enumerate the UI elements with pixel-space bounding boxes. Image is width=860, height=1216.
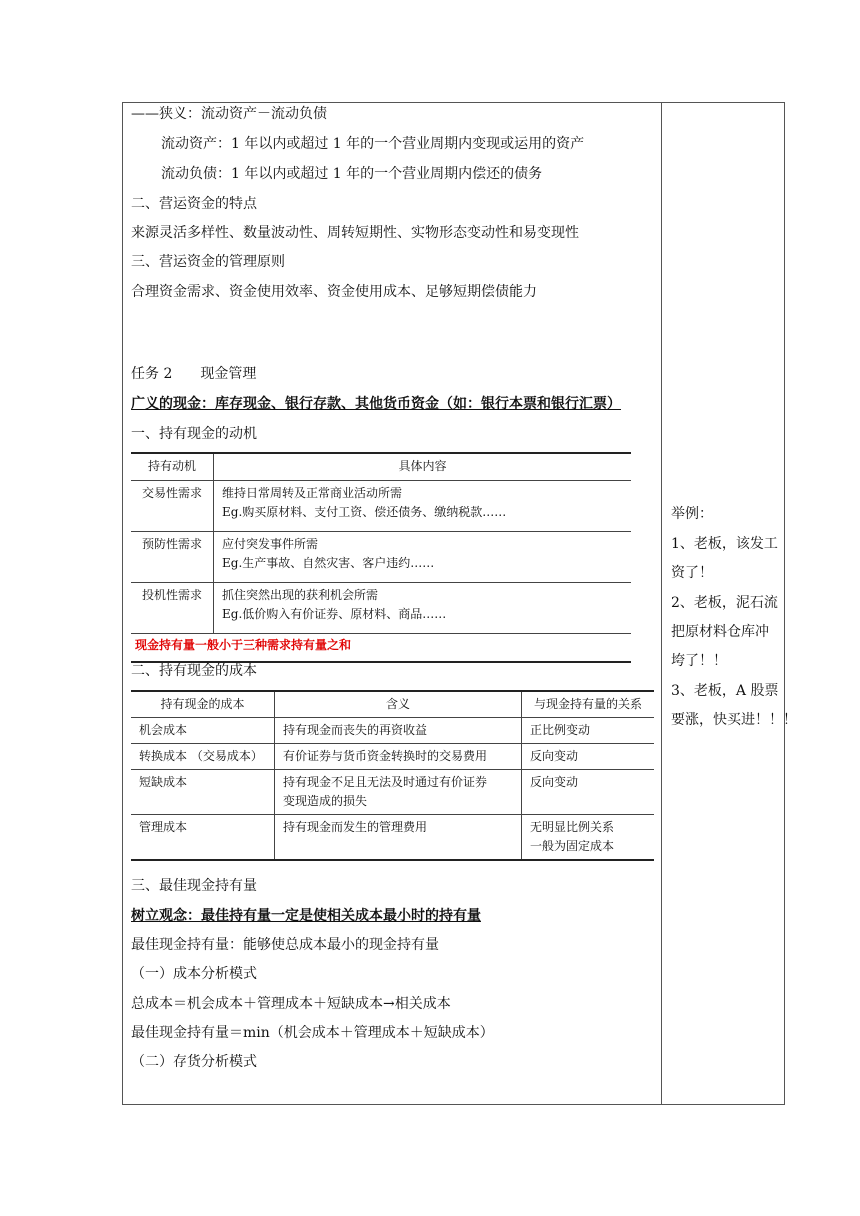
table-cell: Eg.生产事故、自然灾害、客户违约…… — [222, 556, 435, 570]
table-header: 持有现金的成本 — [131, 691, 275, 718]
table-cell: 应付突发事件所需 — [222, 537, 319, 551]
paragraph: 来源灵活多样性、数量波动性、周转短期性、实物形态变动性和易变现性 — [131, 225, 579, 241]
subsection-heading: （一）成本分析模式 — [131, 966, 257, 982]
paragraph: 合理资金需求、资金使用效率、资金使用成本、足够短期偿债能力 — [131, 284, 537, 300]
table-cell: 抓住突然出现的获利机会所需 — [222, 588, 379, 602]
side-note: 1、老板，该发工 — [671, 536, 778, 552]
table-cell: 维持日常周转及正常商业活动所需 — [222, 486, 403, 500]
table-cell: 反向变动 — [522, 770, 655, 815]
table-header: 持有动机 — [131, 453, 214, 481]
table-cell: 短缺成本 — [131, 770, 275, 815]
section-heading: 一、持有现金的动机 — [131, 426, 257, 442]
cash-definition: 广义的现金：库存现金、银行存款、其他货币资金（如：银行本票和银行汇票） — [131, 396, 621, 412]
table-cell: Eg.低价购入有价证券、原材料、商品…… — [222, 607, 447, 621]
side-note: 把原材料仓库冲 — [671, 624, 769, 640]
table-cell: 有价证券与货币资金转换时的交易费用 — [275, 744, 522, 770]
motive-table — [131, 452, 631, 663]
section-heading: 三、营运资金的管理原则 — [131, 254, 285, 270]
formula: 最佳现金持有量＝min（机会成本＋管理成本＋短缺成本） — [131, 1025, 494, 1041]
side-note: 要涨，快买进！！！ — [671, 712, 797, 728]
table-cell: 持有现金而丧失的再资收益 — [275, 718, 522, 744]
table-cell: 持有现金而发生的管理费用 — [275, 815, 522, 861]
table-cell: 交易性需求 — [131, 481, 214, 532]
table-header: 具体内容 — [214, 453, 632, 481]
side-note: 资了！ — [671, 565, 713, 581]
table-header: 含义 — [275, 691, 522, 718]
table-cell: Eg.购买原材料、支付工资、偿还债务、缴纳税款…… — [222, 505, 507, 519]
current-liabilities-def: 流动负债：1 年以内或超过 1 年的一个营业周期内偿还的债务 — [161, 166, 543, 182]
table-cell: 预防性需求 — [131, 532, 214, 583]
table-cell: 一般为固定成本 — [530, 839, 615, 853]
section-heading: 二、营运资金的特点 — [131, 196, 257, 212]
section-heading: 三、最佳现金持有量 — [131, 878, 257, 894]
cost-table — [131, 690, 654, 861]
paragraph: 最佳现金持有量：能够使总成本最小的现金持有量 — [131, 937, 439, 953]
formula: 总成本＝机会成本＋管理成本＋短缺成本→相关成本 — [131, 996, 451, 1012]
task-title: 任务 2 现金管理 — [131, 366, 257, 382]
section-heading: 二、持有现金的成本 — [131, 663, 257, 679]
subsection-heading: （二）存货分析模式 — [131, 1054, 257, 1070]
table-cell: 无明显比例关系 — [530, 820, 615, 834]
table-cell: 持有现金不足且无法及时通过有价证券 — [283, 775, 488, 789]
column-divider — [661, 102, 662, 1105]
table-cell: 管理成本 — [131, 815, 275, 861]
table-cell: 机会成本 — [131, 718, 275, 744]
current-assets-def: 流动资产：1 年以内或超过 1 年的一个营业周期内变现或运用的资产 — [161, 136, 585, 152]
table-note: 现金持有量一般小于三种需求持有量之和 — [131, 634, 631, 663]
side-note: 2、老板，泥石流 — [671, 595, 778, 611]
table-cell: 转换成本 （交易成本） — [131, 744, 275, 770]
table-header: 与现金持有量的关系 — [522, 691, 655, 718]
table-cell: 正比例变动 — [522, 718, 655, 744]
side-note: 举例： — [671, 506, 713, 522]
side-note: 3、老板，A 股票 — [671, 683, 779, 699]
table-cell: 变现造成的损失 — [283, 794, 368, 808]
key-concept: 树立观念：最佳持有量一定是使相关成本最小时的持有量 — [131, 908, 481, 924]
side-note: 垮了！！ — [671, 653, 727, 669]
table-cell: 投机性需求 — [131, 583, 214, 634]
narrow-definition: ——狭义：流动资产－流动负债 — [131, 106, 327, 122]
table-cell: 反向变动 — [522, 744, 655, 770]
